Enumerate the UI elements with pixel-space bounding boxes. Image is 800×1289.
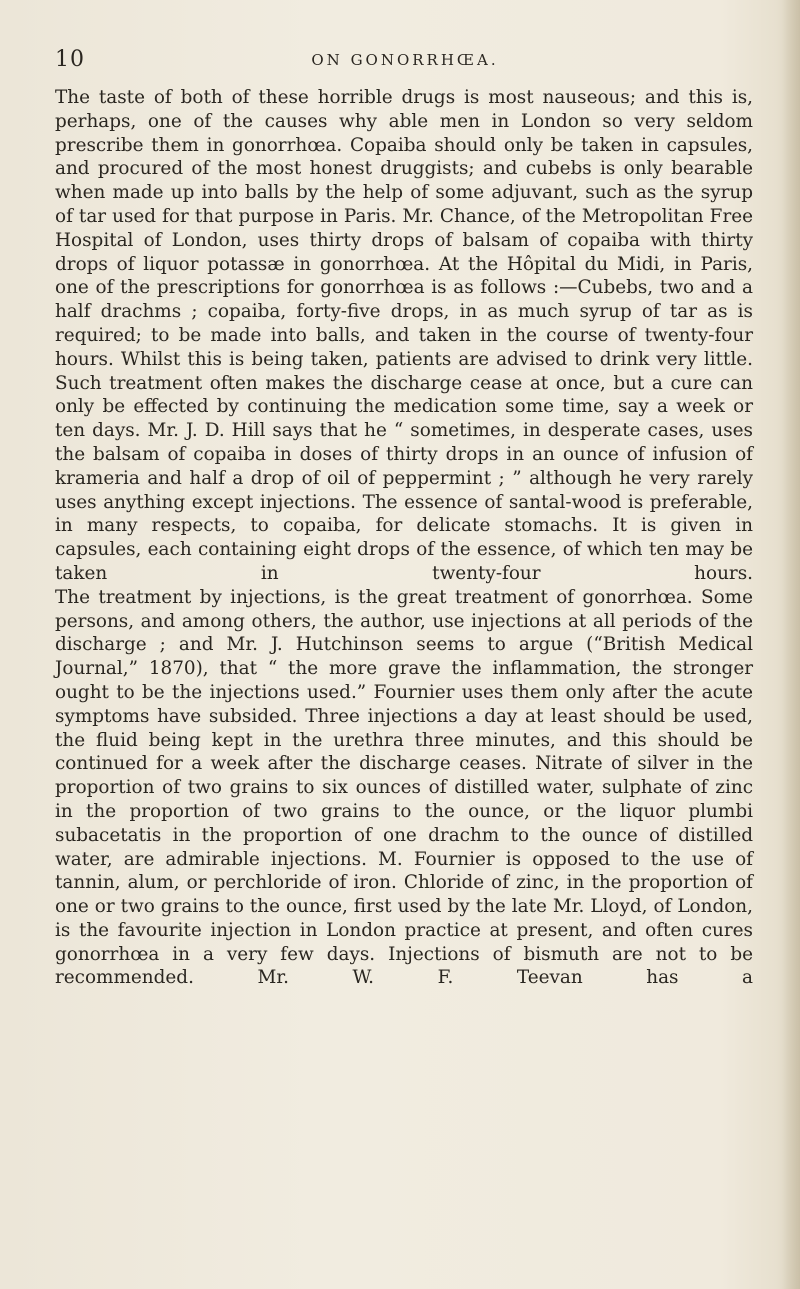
paragraph-injections: The treatment by injections, is the great treatment of gonorrhœa. Some persons, and among others, the author, use injections at all periods of the discharge ; and Mr. J. Hutchinson seems to argue (“British Medical Journal,” 1870), that “ the more grave the inflammation, the stronger ought to be the injections used.” Fournier uses them only after the acute symptoms have subsided. Three injections a day at least should be used, the fluid being kept in the urethra three minutes, and this should be continued for a week after the discharge ceases. Nitrate of silver in the proportion of two grains to six ounces of distilled water, sulphate of zinc in the proportion of two grains to the ounce, or the liquor plumbi subacetatis in the proportion of one drachm to the ounce of distilled water, are admirable injections. M. Fournier is opposed to the use of tannin, alum, or perchloride of iron. Chloride of zinc, in the proportion of one or two grains to the ounce, first used by the late Mr. Lloyd, of London, is the favourite injection in London practice at present, and often cures gonorrhœa in a very few days. Injections of bismuth are not to be recommended. Mr. W. F. Teevan has a	[55, 586, 753, 989]
running-title: ON GONORRHŒA.	[311, 51, 499, 69]
page-edge-shadow	[782, 0, 800, 1289]
body-text	[55, 86, 753, 990]
page-header	[55, 47, 755, 77]
paragraph-drug-taste: The taste of both of these horrible drugs is most nauseous; and this is, perhaps, one of the causes why able men in London so very seldom prescribe them in gonorrhœa. Copaiba should only be taken in capsules, and procured of the most honest druggists; and cubebs is only bearable when made up into balls by the help of some adjuvant, such as the syrup of tar used for that purpose in Paris. Mr. Chance, of the Metropolitan Free Hospital of London, uses thirty drops of balsam of copaiba with thirty drops of liquor potassæ in gonorrhœa. At the Hôpital du Midi, in Paris, one of the prescriptions for gonorrhœa is as follows :—Cubebs, two and a half drachms ; copaiba, forty-five drops, in as much syrup of tar as is required; to be made into balls, and taken in the course of twenty-four hours. Whilst this is being taken, patients are advised to drink very little. Such treatment often makes the discharge cease at once, but a cure can only be effected by continuing the medication some time, say a week or ten days. Mr. J. D. Hill says that he “ sometimes, in desperate cases, uses the balsam of copaiba in doses of thirty drops in an ounce of infusion of krameria and half a drop of oil of peppermint ; ” although he very rarely uses anything except injections. The essence of santal-wood is preferable, in many respects, to copaiba, for delicate stomachs. It is given in capsules, each containing eight drops of the essence, of which ten may be taken in twenty-four hours.	[55, 87, 753, 584]
page-number: 10	[55, 47, 85, 72]
